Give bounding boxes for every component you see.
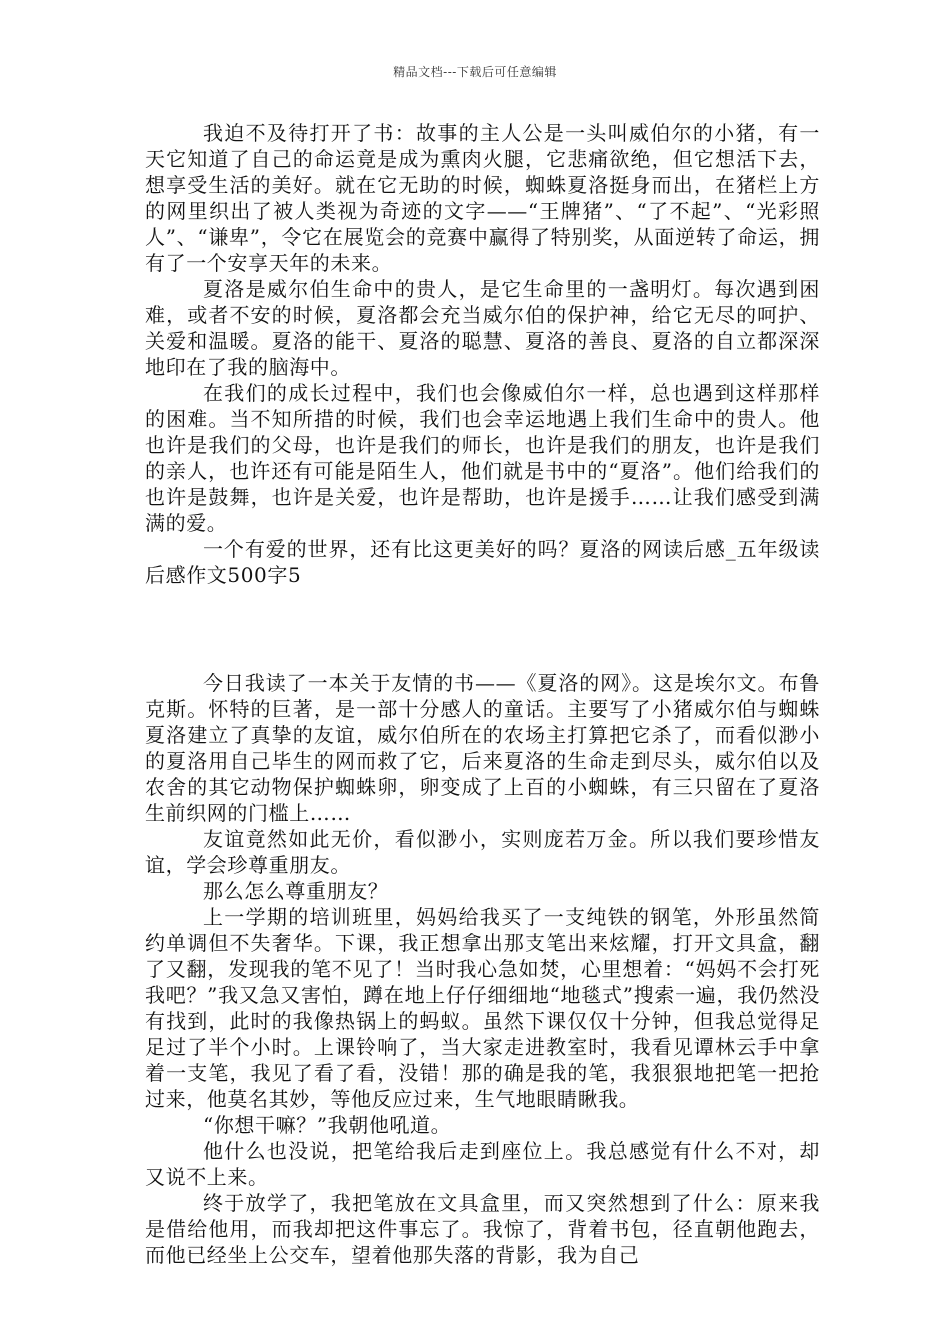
- paragraph: 终于放学了，我把笔放在文具盒里，而又突然想到了什么：原来我是借给他用，而我却把这件事忘了。我惊了，背着书包，径直朝他跑去，而他已经坐上公交车，望着他那失落的背影，我为自己: [145, 1191, 820, 1267]
- paragraph: 上一学期的培训班里，妈妈给我买了一支纯铁的钢笔，外形虽然简约单调但不失奢华。下课，我正想拿出那支笔出来炫耀，打开文具盒，翻了又翻，发现我的笔不见了！当时我心急如焚，心里想着：“妈妈不会打死我吧？”我又急又害怕，蹲在地上仔仔细细地“地毯式”搜索一遍，我仍然没有找到，此时的我像热锅上的蚂蚁。虽然下课仅仅十分钟，但我总觉得足足过了半个小时。上课铃响了，当大家走进教室时，我看见谭林云手中拿着一支笔，我见了看了看，没错！那的确是我的笔，我狠狠地把笔一把抢过来，他莫名其妙，等他反应过来，生气地眼睛瞅我。: [145, 905, 820, 1111]
- paragraph: 今日我读了一本关于友情的书——《夏洛的网》。这是埃尔文。布鲁克斯。怀特的巨著，是一部十分感人的童话。主要写了小猪威尔伯与蜘蛛夏洛建立了真挚的友谊，威尔伯所在的农场主打算把它杀了，而看似渺小的夏洛用自己毕生的网而救了它，后来夏洛的生命走到尽头，威尔伯以及农舍的其它动物保护蜘蛛卵，卵变成了上百的小蜘蛛，有三只留在了夏洛生前织网的门槛上……: [145, 671, 820, 825]
- paragraph: “你想干嘛？”我朝他吼道。: [203, 1113, 452, 1137]
- page-header: 精品文档---下载后可任意编辑: [393, 65, 557, 79]
- document-body: [145, 120, 820, 1268]
- paragraph: 那么怎么尊重朋友？: [203, 879, 389, 903]
- paragraph: 他什么也没说，把笔给我后走到座位上。我总感觉有什么不对，却又说不上来。: [145, 1139, 820, 1189]
- paragraph: 我迫不及待打开了书：故事的主人公是一头叫威伯尔的小猪，有一天它知道了自己的命运竟是成为熏肉火腿，它悲痛欲绝，但它想活下去，想享受生活的美好。就在它无助的时候，蜘蛛夏洛挺身而出，在猪栏上方的网里织出了被人类视为奇迹的文字——“王牌猪”、“了不起”、“光彩照人”、“谦卑”，令它在展览会的竞赛中赢得了特别奖，从面逆转了命运，拥有了一个安享天年的未来。: [145, 121, 820, 275]
- paragraph: 一个有爱的世界，还有比这更美好的吗？夏洛的网读后感_五年级读后感作文500字5: [145, 537, 820, 587]
- paragraph: 夏洛是威尔伯生命中的贵人，是它生命里的一盏明灯。每次遇到困难，或者不安的时候，夏洛都会充当威尔伯的保护神，给它无尽的呵护、关爱和温暖。夏洛的能干、夏洛的聪慧、夏洛的善良、夏洛的自立都深深地印在了我的脑海中。: [145, 277, 820, 379]
- paragraph: 友谊竟然如此无价，看似渺小，实则庞若万金。所以我们要珍惜友谊，学会珍尊重朋友。: [145, 827, 820, 877]
- paragraph: 在我们的成长过程中，我们也会像威伯尔一样，总也遇到这样那样的困难。当不知所措的时候，我们也会幸运地遇上我们生命中的贵人。他也许是我们的父母，也许是我们的师长，也许是我们的朋友，也许是我们的亲人，也许还有可能是陌生人，他们就是书中的“夏洛”。他们给我们的也许是鼓舞，也许是关爱，也许是帮助，也许是援手……让我们感受到满满的爱。: [145, 381, 820, 535]
